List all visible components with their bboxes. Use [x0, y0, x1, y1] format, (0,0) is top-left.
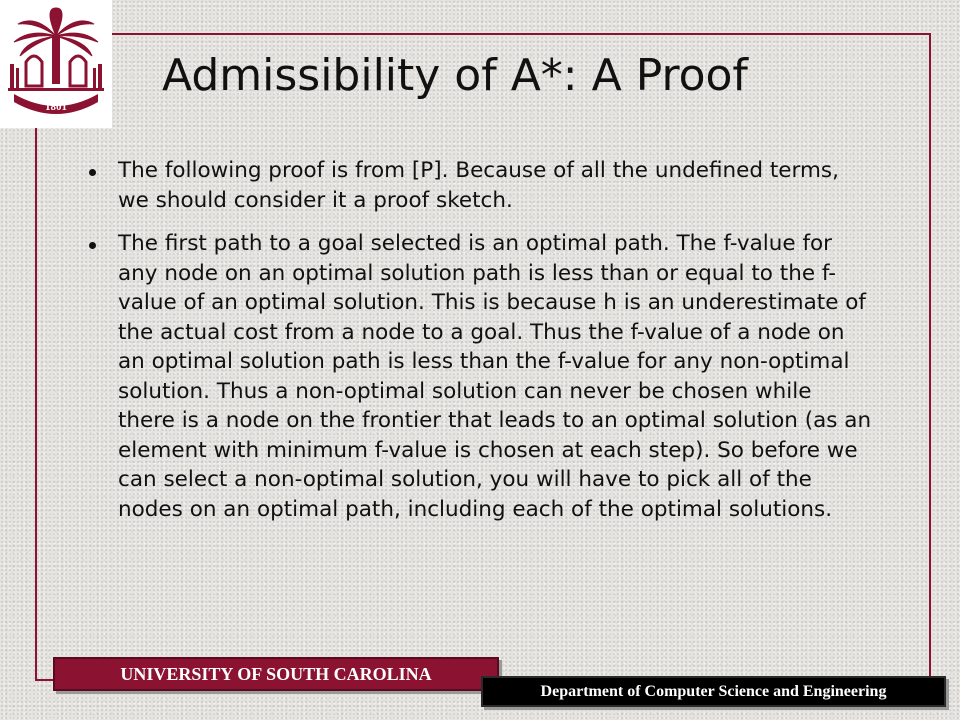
bullet-dot-icon	[89, 242, 96, 249]
bullet-text: The first path to a goal selected is an optimal path. The f-value for any node on an optimal solution path is less than or equal to the f-value of an optimal solution. This is because h is an underestimate of the actual cost from a node to a goal. Thus the f-value of a node on an optimal solution path is less than the f-value for any non-optimal solution. Thus a non-optimal solution can never be chosen while there is a node on the frontier that leads to an optimal solution (as an element with minimum f-value is chosen at each step). So before we can select a non-optimal solution, you will have to pick all of the nodes on an optimal path, including each of the optimal solutions.	[118, 231, 872, 522]
bullet-text: The following proof is from [P]. Because of all the undefined terms, we should consider it a proof sketch.	[118, 158, 839, 213]
palmetto-seal-icon	[6, 6, 106, 122]
bullet-dot-icon	[89, 169, 96, 176]
bullet-list	[83, 156, 873, 538]
seal-year: 1801	[45, 101, 67, 113]
bullet-item	[83, 156, 873, 215]
university-logo	[0, 0, 112, 128]
university-name: UNIVERSITY OF SOUTH CAROLINA	[120, 663, 432, 684]
bullet-item	[83, 229, 873, 524]
department-name: Department of Computer Science and Engineering	[540, 682, 887, 700]
slide-title: Admissibility of A*: A Proof	[162, 50, 748, 101]
university-banner	[53, 657, 499, 691]
department-banner	[481, 676, 946, 707]
